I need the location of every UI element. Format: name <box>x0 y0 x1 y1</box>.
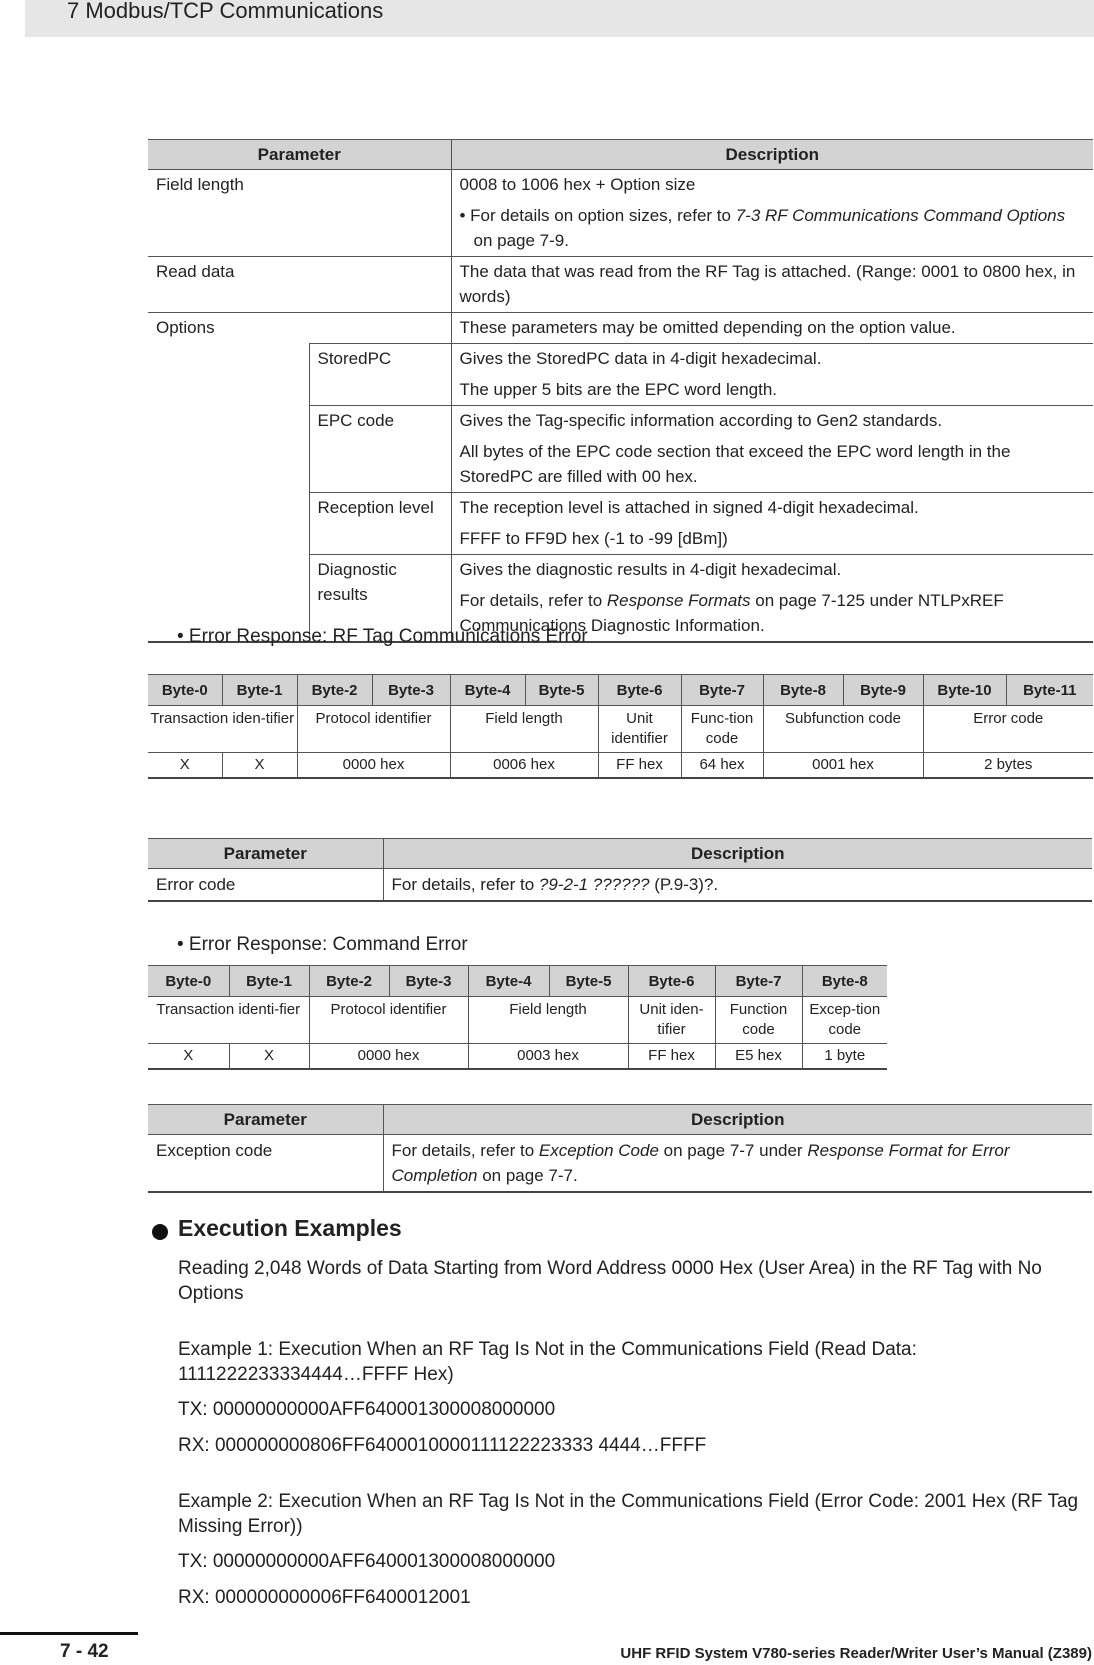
param-desc: These parameters may be omitted depending on the option value. <box>451 313 1093 344</box>
table-row <box>148 997 887 1044</box>
table-row <box>148 869 1092 902</box>
cross-reference: Response Format for Error Completion <box>391 1141 1010 1185</box>
byte-header: Byte-9 <box>843 675 923 706</box>
text: For details, refer to <box>391 1141 539 1160</box>
col-header-description: Description <box>383 1105 1092 1135</box>
byte-header: Byte-0 <box>148 675 222 706</box>
field-label: Protocol identifier <box>297 706 450 753</box>
field-label: Transaction iden-tifier <box>148 706 297 753</box>
field-value: 2 bytes <box>923 753 1093 779</box>
col-header-description: Description <box>451 140 1093 170</box>
cross-reference: Response Formats <box>606 591 751 610</box>
error-cmd-param-table <box>148 1104 1092 1193</box>
cross-reference: 7-3 RF Communications Command Options <box>735 206 1066 225</box>
field-label: Field length <box>468 997 628 1044</box>
param-desc <box>451 493 1093 555</box>
byte-header: Byte-2 <box>309 966 389 997</box>
text: on page 7-7 under <box>658 1141 808 1160</box>
byte-header: Byte-5 <box>549 966 628 997</box>
byte-header: Byte-0 <box>148 966 229 997</box>
desc-line: All bytes of the EPC code section that exceed the EPC word length in the StoredPC are filled with 00 hex. <box>459 442 1011 486</box>
text: (P.9-3)?. <box>649 875 719 894</box>
sub-param-name: Reception level <box>309 493 451 555</box>
table-row <box>148 1135 1092 1193</box>
param-desc <box>383 1135 1092 1193</box>
example2-tx: TX: 00000000000AFF640001300008000000 <box>178 1551 556 1572</box>
field-label: Func-tion code <box>681 706 763 753</box>
table-row <box>148 706 1093 753</box>
byte-header: Byte-6 <box>628 966 715 997</box>
sub-param-name: StoredPC <box>309 344 451 406</box>
field-value: FF hex <box>598 753 681 779</box>
byte-header: Byte-10 <box>923 675 1006 706</box>
field-value: E5 hex <box>715 1044 802 1070</box>
field-value: 0001 hex <box>763 753 923 779</box>
param-desc <box>451 406 1093 493</box>
error-rf-byte-table <box>148 674 1093 779</box>
desc-line: The upper 5 bits are the EPC word length. <box>459 380 778 399</box>
param-desc <box>451 344 1093 406</box>
example1-rx: RX: 000000000806FF6400010000111122223333 4444…FFFF <box>178 1435 707 1456</box>
field-label: Unit identifier <box>598 706 681 753</box>
field-label: Function code <box>715 997 802 1044</box>
byte-header: Byte-3 <box>389 966 468 997</box>
byte-header: Byte-11 <box>1006 675 1093 706</box>
desc-line: The reception level is attached in signed 4-digit hexadecimal. <box>459 498 919 517</box>
byte-header: Byte-4 <box>468 966 549 997</box>
field-value: X <box>148 753 222 779</box>
param-name: Read data <box>148 257 451 313</box>
byte-header: Byte-8 <box>802 966 887 997</box>
text: on page 7-9. <box>473 231 569 250</box>
parameter-table <box>148 139 1093 643</box>
cross-reference: ?9-2-1 ?????? <box>538 875 650 894</box>
desc-line: FFFF to FF9D hex (-1 to -99 [dBm]) <box>459 529 728 548</box>
error-rf-bullet: • Error Response: RF Tag Communications Error <box>177 626 588 647</box>
section-heading: Execution Examples <box>178 1215 402 1241</box>
byte-header: Byte-7 <box>715 966 802 997</box>
byte-header: Byte-6 <box>598 675 681 706</box>
col-header-parameter: Parameter <box>148 140 451 170</box>
example2-rx: RX: 000000000006FF6400012001 <box>178 1587 471 1608</box>
field-label: Protocol identifier <box>309 997 468 1044</box>
error-cmd-bullet: • Error Response: Command Error <box>177 934 468 955</box>
field-value: X <box>229 1044 309 1070</box>
desc-line: Gives the Tag-specific information according to Gen2 standards. <box>459 411 943 430</box>
field-label: Unit iden-tifier <box>628 997 715 1044</box>
example1-title: Example 1: Execution When an RF Tag Is Not in the Communications Field (Read Data: 1111222233334444…FFFF Hex) <box>178 1339 917 1385</box>
byte-header: Byte-3 <box>372 675 450 706</box>
col-header-parameter: Parameter <box>148 1105 383 1135</box>
param-desc: The data that was read from the RF Tag is attached. (Range: 0001 to 0800 hex, in words) <box>451 257 1093 313</box>
field-value: 0006 hex <box>450 753 598 779</box>
byte-header: Byte-1 <box>222 675 297 706</box>
example1-tx: TX: 00000000000AFF640001300008000000 <box>178 1399 556 1420</box>
byte-header: Byte-7 <box>681 675 763 706</box>
field-value: 64 hex <box>681 753 763 779</box>
param-name: Error code <box>148 869 383 902</box>
field-value: X <box>222 753 297 779</box>
col-header-description: Description <box>383 839 1092 869</box>
field-value: 0003 hex <box>468 1044 628 1070</box>
examples-intro: Reading 2,048 Words of Data Starting from Word Address 0000 Hex (User Area) in the RF Tag with No Options <box>178 1258 1042 1304</box>
text: on page 7-7. <box>477 1166 578 1185</box>
byte-header: Byte-8 <box>763 675 843 706</box>
sub-param-name: Diagnostic results <box>309 555 451 643</box>
field-value: FF hex <box>628 1044 715 1070</box>
param-name: Exception code <box>148 1135 383 1193</box>
field-value: 1 byte <box>802 1044 887 1070</box>
param-desc <box>451 170 1093 257</box>
desc-line: Gives the diagnostic results in 4-digit hexadecimal. <box>459 560 842 579</box>
desc-line: 0008 to 1006 hex + Option size <box>459 175 696 194</box>
desc-line: Gives the StoredPC data in 4-digit hexadecimal. <box>459 349 822 368</box>
chapter-title: 7 Modbus/TCP Communications <box>67 0 384 23</box>
byte-header: Byte-1 <box>229 966 309 997</box>
field-value: X <box>148 1044 229 1070</box>
text: For details, refer to <box>459 591 607 610</box>
text: For details, refer to <box>391 875 539 894</box>
byte-header: Byte-2 <box>297 675 372 706</box>
param-desc <box>383 869 1092 902</box>
field-value: 0000 hex <box>309 1044 468 1070</box>
text: • For details on option sizes, refer to <box>459 206 736 225</box>
param-name: Field length <box>148 170 451 257</box>
col-header-parameter: Parameter <box>148 839 383 869</box>
chapter-header <box>25 0 1094 37</box>
table-row <box>148 344 1093 406</box>
table-row <box>148 753 1093 779</box>
field-label: Transaction identi-fier <box>148 997 309 1044</box>
error-rf-param-table <box>148 838 1092 902</box>
footer-rule <box>0 1632 138 1635</box>
byte-header: Byte-4 <box>450 675 525 706</box>
cross-reference: Exception Code <box>538 1141 659 1160</box>
error-cmd-byte-table <box>148 965 887 1070</box>
field-label: Field length <box>450 706 598 753</box>
sub-param-name: EPC code <box>309 406 451 493</box>
example2-title: Example 2: Execution When an RF Tag Is Not in the Communications Field (Error Code: 2001 Hex (RF Tag Missing Error)) <box>178 1491 1079 1537</box>
table-row <box>148 1044 887 1070</box>
page-number: 7 - 42 <box>60 1641 109 1662</box>
field-value: 0000 hex <box>297 753 450 779</box>
desc-line <box>460 203 1086 253</box>
manual-title: UHF RFID System V780-series Reader/Writer User’s Manual (Z389) <box>620 1645 1092 1662</box>
byte-header: Byte-5 <box>525 675 598 706</box>
field-label: Excep-tion code <box>802 997 887 1044</box>
field-label: Subfunction code <box>763 706 923 753</box>
param-name: Options <box>148 313 309 344</box>
table-row <box>148 170 1093 257</box>
text: on page 7-125 under NTLPxREF Communications Diagnostic Information. <box>459 591 1004 635</box>
bullet-dot-icon <box>152 1224 168 1245</box>
table-row <box>148 313 1093 344</box>
field-label: Error code <box>923 706 1093 753</box>
table-row <box>148 257 1093 313</box>
